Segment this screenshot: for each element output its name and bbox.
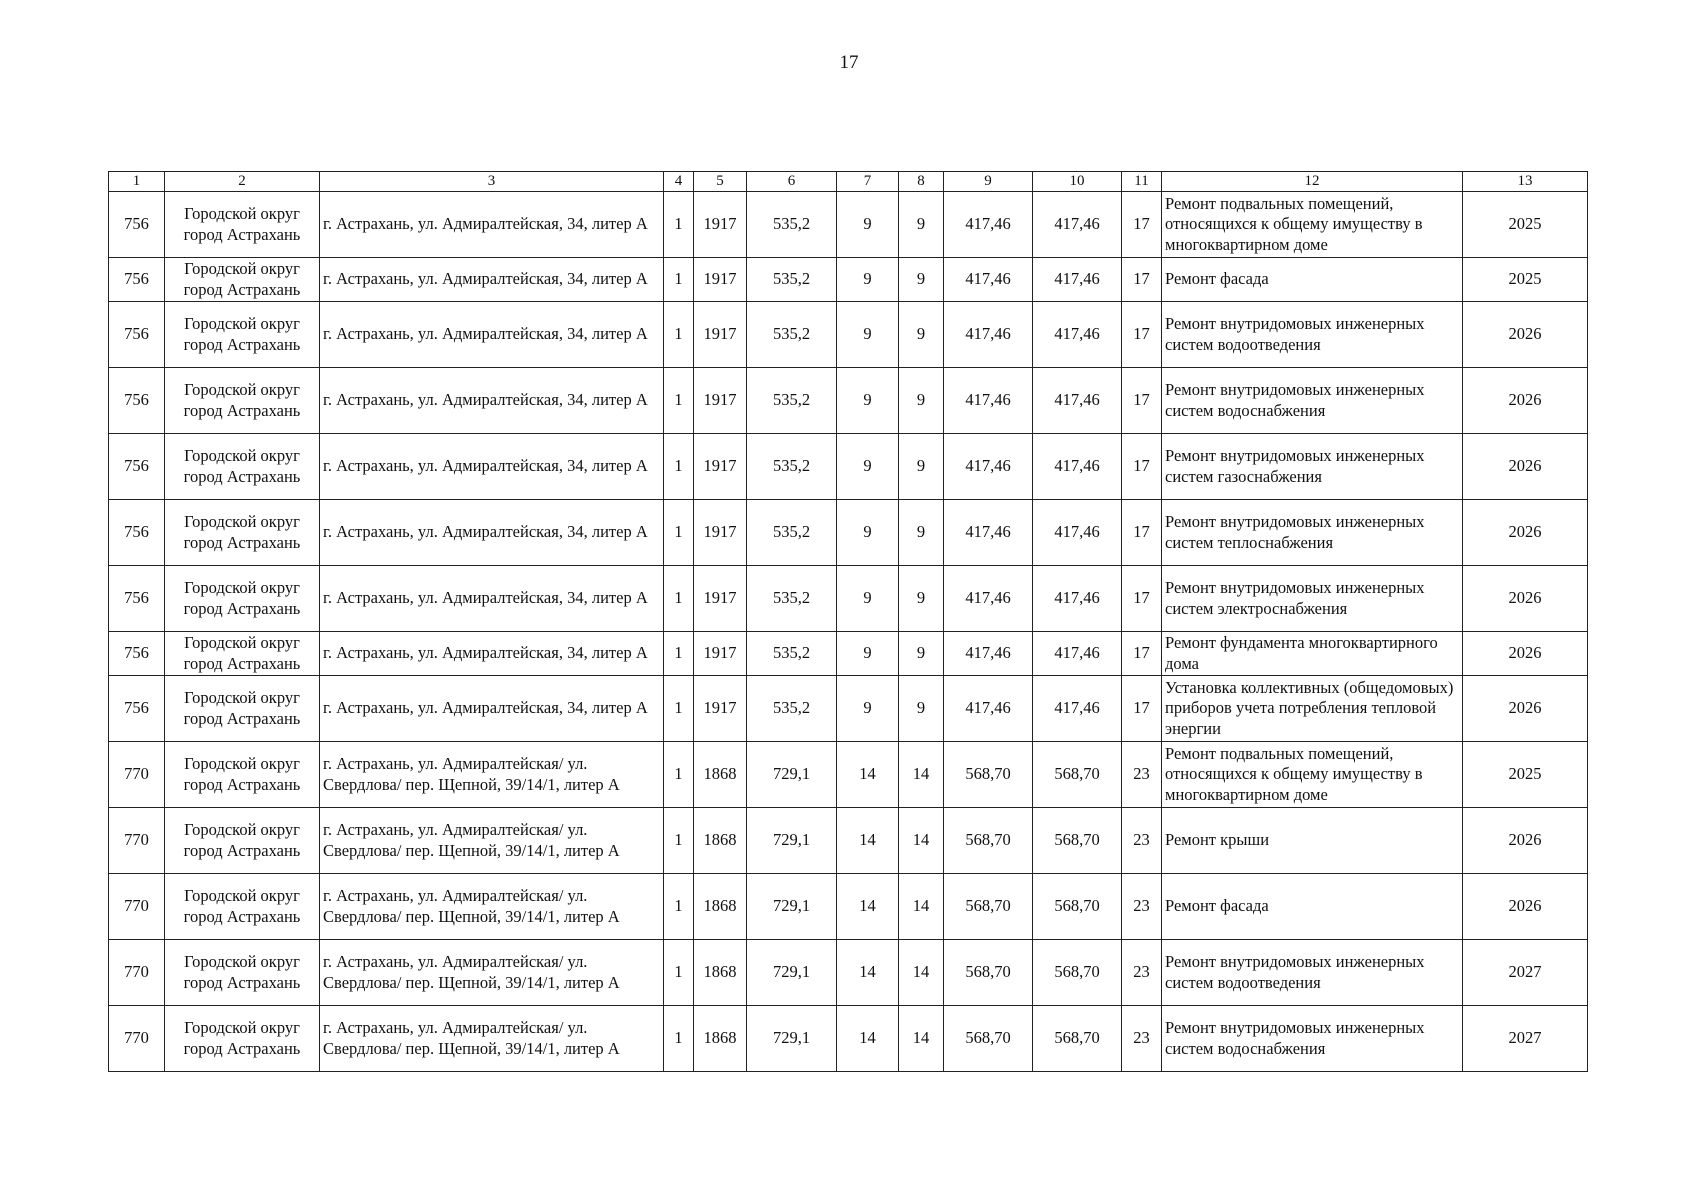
col10-cell: 568,70 — [1033, 742, 1122, 808]
col7-cell: 14 — [837, 874, 899, 940]
col11-cell: 17 — [1122, 192, 1162, 258]
municipality-cell: Городской округ город Астрахань — [165, 434, 320, 500]
col9-cell: 417,46 — [944, 302, 1033, 368]
work-type-cell: Ремонт внутридомовых инженерных систем газоснабжения — [1162, 434, 1463, 500]
col7-cell: 14 — [837, 742, 899, 808]
col4-cell: 1 — [664, 676, 694, 742]
row-number-cell: 756 — [109, 434, 165, 500]
year-planned-cell: 2025 — [1463, 192, 1588, 258]
municipality-cell: Городской округ город Астрахань — [165, 874, 320, 940]
work-type-cell: Ремонт подвальных помещений, относящихся к общему имуществу в многоквартирном доме — [1162, 192, 1463, 258]
municipality-cell: Городской округ город Астрахань — [165, 302, 320, 368]
year-planned-cell: 2026 — [1463, 434, 1588, 500]
col7-cell: 14 — [837, 940, 899, 1006]
col8-cell: 9 — [899, 566, 944, 632]
col10-cell: 417,46 — [1033, 434, 1122, 500]
row-number-cell: 756 — [109, 676, 165, 742]
col8-cell: 14 — [899, 742, 944, 808]
col7-cell: 14 — [837, 808, 899, 874]
col4-cell: 1 — [664, 940, 694, 1006]
municipality-cell: Городской округ город Астрахань — [165, 500, 320, 566]
area-cell: 729,1 — [747, 1006, 837, 1072]
col9-cell: 417,46 — [944, 566, 1033, 632]
col4-cell: 1 — [664, 500, 694, 566]
table-row — [109, 302, 1588, 368]
col8-cell: 14 — [899, 1006, 944, 1072]
column-header: 6 — [747, 172, 837, 192]
year-planned-cell: 2026 — [1463, 302, 1588, 368]
area-cell: 535,2 — [747, 434, 837, 500]
work-type-cell: Ремонт внутридомовых инженерных систем электроснабжения — [1162, 566, 1463, 632]
col10-cell: 417,46 — [1033, 192, 1122, 258]
work-type-cell: Ремонт фасада — [1162, 874, 1463, 940]
column-header: 2 — [165, 172, 320, 192]
col10-cell: 568,70 — [1033, 940, 1122, 1006]
area-cell: 535,2 — [747, 566, 837, 632]
col7-cell: 9 — [837, 368, 899, 434]
year-built-cell: 1917 — [694, 632, 747, 676]
area-cell: 535,2 — [747, 632, 837, 676]
year-built-cell: 1917 — [694, 676, 747, 742]
year-built-cell: 1917 — [694, 192, 747, 258]
table-body — [109, 192, 1588, 1072]
work-type-cell: Ремонт фасада — [1162, 258, 1463, 302]
col11-cell: 17 — [1122, 434, 1162, 500]
municipality-cell: Городской округ город Астрахань — [165, 808, 320, 874]
col11-cell: 23 — [1122, 808, 1162, 874]
col9-cell: 417,46 — [944, 434, 1033, 500]
col11-cell: 17 — [1122, 500, 1162, 566]
col4-cell: 1 — [664, 874, 694, 940]
col9-cell: 568,70 — [944, 1006, 1033, 1072]
table-row — [109, 500, 1588, 566]
column-header: 11 — [1122, 172, 1162, 192]
col11-cell: 17 — [1122, 632, 1162, 676]
area-cell: 729,1 — [747, 874, 837, 940]
address-cell: г. Астрахань, ул. Адмиралтейская, 34, литер А — [320, 566, 664, 632]
col8-cell: 9 — [899, 302, 944, 368]
col8-cell: 9 — [899, 632, 944, 676]
year-planned-cell: 2026 — [1463, 500, 1588, 566]
col7-cell: 9 — [837, 192, 899, 258]
year-built-cell: 1868 — [694, 874, 747, 940]
header-row — [109, 172, 1588, 192]
row-number-cell: 756 — [109, 500, 165, 566]
municipality-cell: Городской округ город Астрахань — [165, 940, 320, 1006]
address-cell: г. Астрахань, ул. Адмиралтейская/ ул. Свердлова/ пер. Щепной, 39/14/1, литер А — [320, 940, 664, 1006]
col8-cell: 9 — [899, 192, 944, 258]
col7-cell: 9 — [837, 566, 899, 632]
year-built-cell: 1868 — [694, 808, 747, 874]
table-row — [109, 676, 1588, 742]
address-cell: г. Астрахань, ул. Адмиралтейская/ ул. Свердлова/ пер. Щепной, 39/14/1, литер А — [320, 742, 664, 808]
col9-cell: 417,46 — [944, 500, 1033, 566]
col7-cell: 9 — [837, 258, 899, 302]
year-planned-cell: 2026 — [1463, 632, 1588, 676]
year-planned-cell: 2025 — [1463, 742, 1588, 808]
table-row — [109, 940, 1588, 1006]
area-cell: 535,2 — [747, 192, 837, 258]
column-header: 9 — [944, 172, 1033, 192]
row-number-cell: 756 — [109, 566, 165, 632]
column-header: 3 — [320, 172, 664, 192]
col11-cell: 23 — [1122, 874, 1162, 940]
address-cell: г. Астрахань, ул. Адмиралтейская/ ул. Свердлова/ пер. Щепной, 39/14/1, литер А — [320, 808, 664, 874]
col4-cell: 1 — [664, 368, 694, 434]
year-planned-cell: 2025 — [1463, 258, 1588, 302]
col10-cell: 568,70 — [1033, 874, 1122, 940]
year-planned-cell: 2027 — [1463, 1006, 1588, 1072]
year-built-cell: 1917 — [694, 302, 747, 368]
address-cell: г. Астрахань, ул. Адмиралтейская/ ул. Свердлова/ пер. Щепной, 39/14/1, литер А — [320, 1006, 664, 1072]
year-built-cell: 1917 — [694, 566, 747, 632]
address-cell: г. Астрахань, ул. Адмиралтейская, 34, литер А — [320, 632, 664, 676]
work-type-cell: Ремонт внутридомовых инженерных систем водоотведения — [1162, 940, 1463, 1006]
col9-cell: 417,46 — [944, 368, 1033, 434]
area-cell: 535,2 — [747, 500, 837, 566]
col9-cell: 417,46 — [944, 676, 1033, 742]
col4-cell: 1 — [664, 192, 694, 258]
area-cell: 535,2 — [747, 258, 837, 302]
year-built-cell: 1868 — [694, 1006, 747, 1072]
table-row — [109, 874, 1588, 940]
table-row — [109, 434, 1588, 500]
col10-cell: 417,46 — [1033, 368, 1122, 434]
col4-cell: 1 — [664, 808, 694, 874]
work-type-cell: Ремонт внутридомовых инженерных систем водоснабжения — [1162, 1006, 1463, 1072]
address-cell: г. Астрахань, ул. Адмиралтейская, 34, литер А — [320, 676, 664, 742]
col11-cell: 23 — [1122, 940, 1162, 1006]
col8-cell: 14 — [899, 940, 944, 1006]
table-row — [109, 1006, 1588, 1072]
col11-cell: 23 — [1122, 1006, 1162, 1072]
col7-cell: 9 — [837, 434, 899, 500]
col4-cell: 1 — [664, 258, 694, 302]
row-number-cell: 756 — [109, 192, 165, 258]
col9-cell: 568,70 — [944, 874, 1033, 940]
col11-cell: 17 — [1122, 368, 1162, 434]
column-header: 10 — [1033, 172, 1122, 192]
col7-cell: 14 — [837, 1006, 899, 1072]
col10-cell: 568,70 — [1033, 808, 1122, 874]
col10-cell: 417,46 — [1033, 500, 1122, 566]
municipality-cell: Городской округ город Астрахань — [165, 742, 320, 808]
col11-cell: 17 — [1122, 302, 1162, 368]
year-planned-cell: 2026 — [1463, 676, 1588, 742]
col7-cell: 9 — [837, 676, 899, 742]
row-number-cell: 770 — [109, 808, 165, 874]
row-number-cell: 756 — [109, 368, 165, 434]
col7-cell: 9 — [837, 632, 899, 676]
col4-cell: 1 — [664, 434, 694, 500]
work-type-cell: Ремонт внутридомовых инженерных систем водоснабжения — [1162, 368, 1463, 434]
year-planned-cell: 2027 — [1463, 940, 1588, 1006]
municipality-cell: Городской округ город Астрахань — [165, 258, 320, 302]
area-cell: 535,2 — [747, 302, 837, 368]
year-built-cell: 1917 — [694, 500, 747, 566]
col11-cell: 23 — [1122, 742, 1162, 808]
area-cell: 729,1 — [747, 808, 837, 874]
col11-cell: 17 — [1122, 258, 1162, 302]
col9-cell: 417,46 — [944, 632, 1033, 676]
municipality-cell: Городской округ город Астрахань — [165, 368, 320, 434]
table-row — [109, 258, 1588, 302]
col11-cell: 17 — [1122, 676, 1162, 742]
year-planned-cell: 2026 — [1463, 566, 1588, 632]
table-row — [109, 632, 1588, 676]
municipality-cell: Городской округ город Астрахань — [165, 676, 320, 742]
column-header: 7 — [837, 172, 899, 192]
col7-cell: 9 — [837, 302, 899, 368]
work-type-cell: Ремонт внутридомовых инженерных систем теплоснабжения — [1162, 500, 1463, 566]
year-built-cell: 1868 — [694, 742, 747, 808]
municipality-cell: Городской округ город Астрахань — [165, 1006, 320, 1072]
col8-cell: 9 — [899, 434, 944, 500]
col10-cell: 417,46 — [1033, 302, 1122, 368]
area-cell: 729,1 — [747, 742, 837, 808]
area-cell: 535,2 — [747, 368, 837, 434]
work-type-cell: Ремонт крыши — [1162, 808, 1463, 874]
table-row — [109, 192, 1588, 258]
column-header: 1 — [109, 172, 165, 192]
work-type-cell: Установка коллективных (общедомовых) приборов учета потребления тепловой энергии — [1162, 676, 1463, 742]
row-number-cell: 756 — [109, 632, 165, 676]
col8-cell: 14 — [899, 808, 944, 874]
address-cell: г. Астрахань, ул. Адмиралтейская, 34, литер А — [320, 368, 664, 434]
row-number-cell: 756 — [109, 302, 165, 368]
address-cell: г. Астрахань, ул. Адмиралтейская/ ул. Свердлова/ пер. Щепной, 39/14/1, литер А — [320, 874, 664, 940]
year-built-cell: 1868 — [694, 940, 747, 1006]
table-row — [109, 742, 1588, 808]
municipality-cell: Городской округ город Астрахань — [165, 632, 320, 676]
work-type-cell: Ремонт фундамента многоквартирного дома — [1162, 632, 1463, 676]
address-cell: г. Астрахань, ул. Адмиралтейская, 34, литер А — [320, 258, 664, 302]
area-cell: 729,1 — [747, 940, 837, 1006]
table-row — [109, 368, 1588, 434]
address-cell: г. Астрахань, ул. Адмиралтейская, 34, литер А — [320, 302, 664, 368]
col9-cell: 417,46 — [944, 192, 1033, 258]
address-cell: г. Астрахань, ул. Адмиралтейская, 34, литер А — [320, 500, 664, 566]
column-header: 5 — [694, 172, 747, 192]
column-header: 8 — [899, 172, 944, 192]
address-cell: г. Астрахань, ул. Адмиралтейская, 34, литер А — [320, 192, 664, 258]
column-header: 13 — [1463, 172, 1588, 192]
col8-cell: 9 — [899, 258, 944, 302]
row-number-cell: 756 — [109, 258, 165, 302]
col9-cell: 568,70 — [944, 742, 1033, 808]
col11-cell: 17 — [1122, 566, 1162, 632]
area-cell: 535,2 — [747, 676, 837, 742]
col10-cell: 417,46 — [1033, 258, 1122, 302]
col10-cell: 417,46 — [1033, 676, 1122, 742]
col10-cell: 417,46 — [1033, 632, 1122, 676]
address-cell: г. Астрахань, ул. Адмиралтейская, 34, литер А — [320, 434, 664, 500]
col8-cell: 9 — [899, 676, 944, 742]
table-row — [109, 808, 1588, 874]
col4-cell: 1 — [664, 742, 694, 808]
col4-cell: 1 — [664, 302, 694, 368]
year-planned-cell: 2026 — [1463, 808, 1588, 874]
col4-cell: 1 — [664, 632, 694, 676]
year-built-cell: 1917 — [694, 434, 747, 500]
col10-cell: 417,46 — [1033, 566, 1122, 632]
row-number-cell: 770 — [109, 742, 165, 808]
col8-cell: 14 — [899, 874, 944, 940]
table-row — [109, 566, 1588, 632]
capital-repair-table — [108, 171, 1588, 1072]
work-type-cell: Ремонт подвальных помещений, относящихся к общему имуществу в многоквартирном доме — [1162, 742, 1463, 808]
col4-cell: 1 — [664, 566, 694, 632]
page-number: 17 — [839, 52, 859, 73]
year-planned-cell: 2026 — [1463, 368, 1588, 434]
row-number-cell: 770 — [109, 940, 165, 1006]
col8-cell: 9 — [899, 500, 944, 566]
col9-cell: 417,46 — [944, 258, 1033, 302]
col9-cell: 568,70 — [944, 940, 1033, 1006]
row-number-cell: 770 — [109, 1006, 165, 1072]
column-header: 12 — [1162, 172, 1463, 192]
column-header: 4 — [664, 172, 694, 192]
year-planned-cell: 2026 — [1463, 874, 1588, 940]
col9-cell: 568,70 — [944, 808, 1033, 874]
year-built-cell: 1917 — [694, 368, 747, 434]
municipality-cell: Городской округ город Астрахань — [165, 566, 320, 632]
col10-cell: 568,70 — [1033, 1006, 1122, 1072]
year-built-cell: 1917 — [694, 258, 747, 302]
municipality-cell: Городской округ город Астрахань — [165, 192, 320, 258]
col4-cell: 1 — [664, 1006, 694, 1072]
col8-cell: 9 — [899, 368, 944, 434]
col7-cell: 9 — [837, 500, 899, 566]
row-number-cell: 770 — [109, 874, 165, 940]
work-type-cell: Ремонт внутридомовых инженерных систем водоотведения — [1162, 302, 1463, 368]
